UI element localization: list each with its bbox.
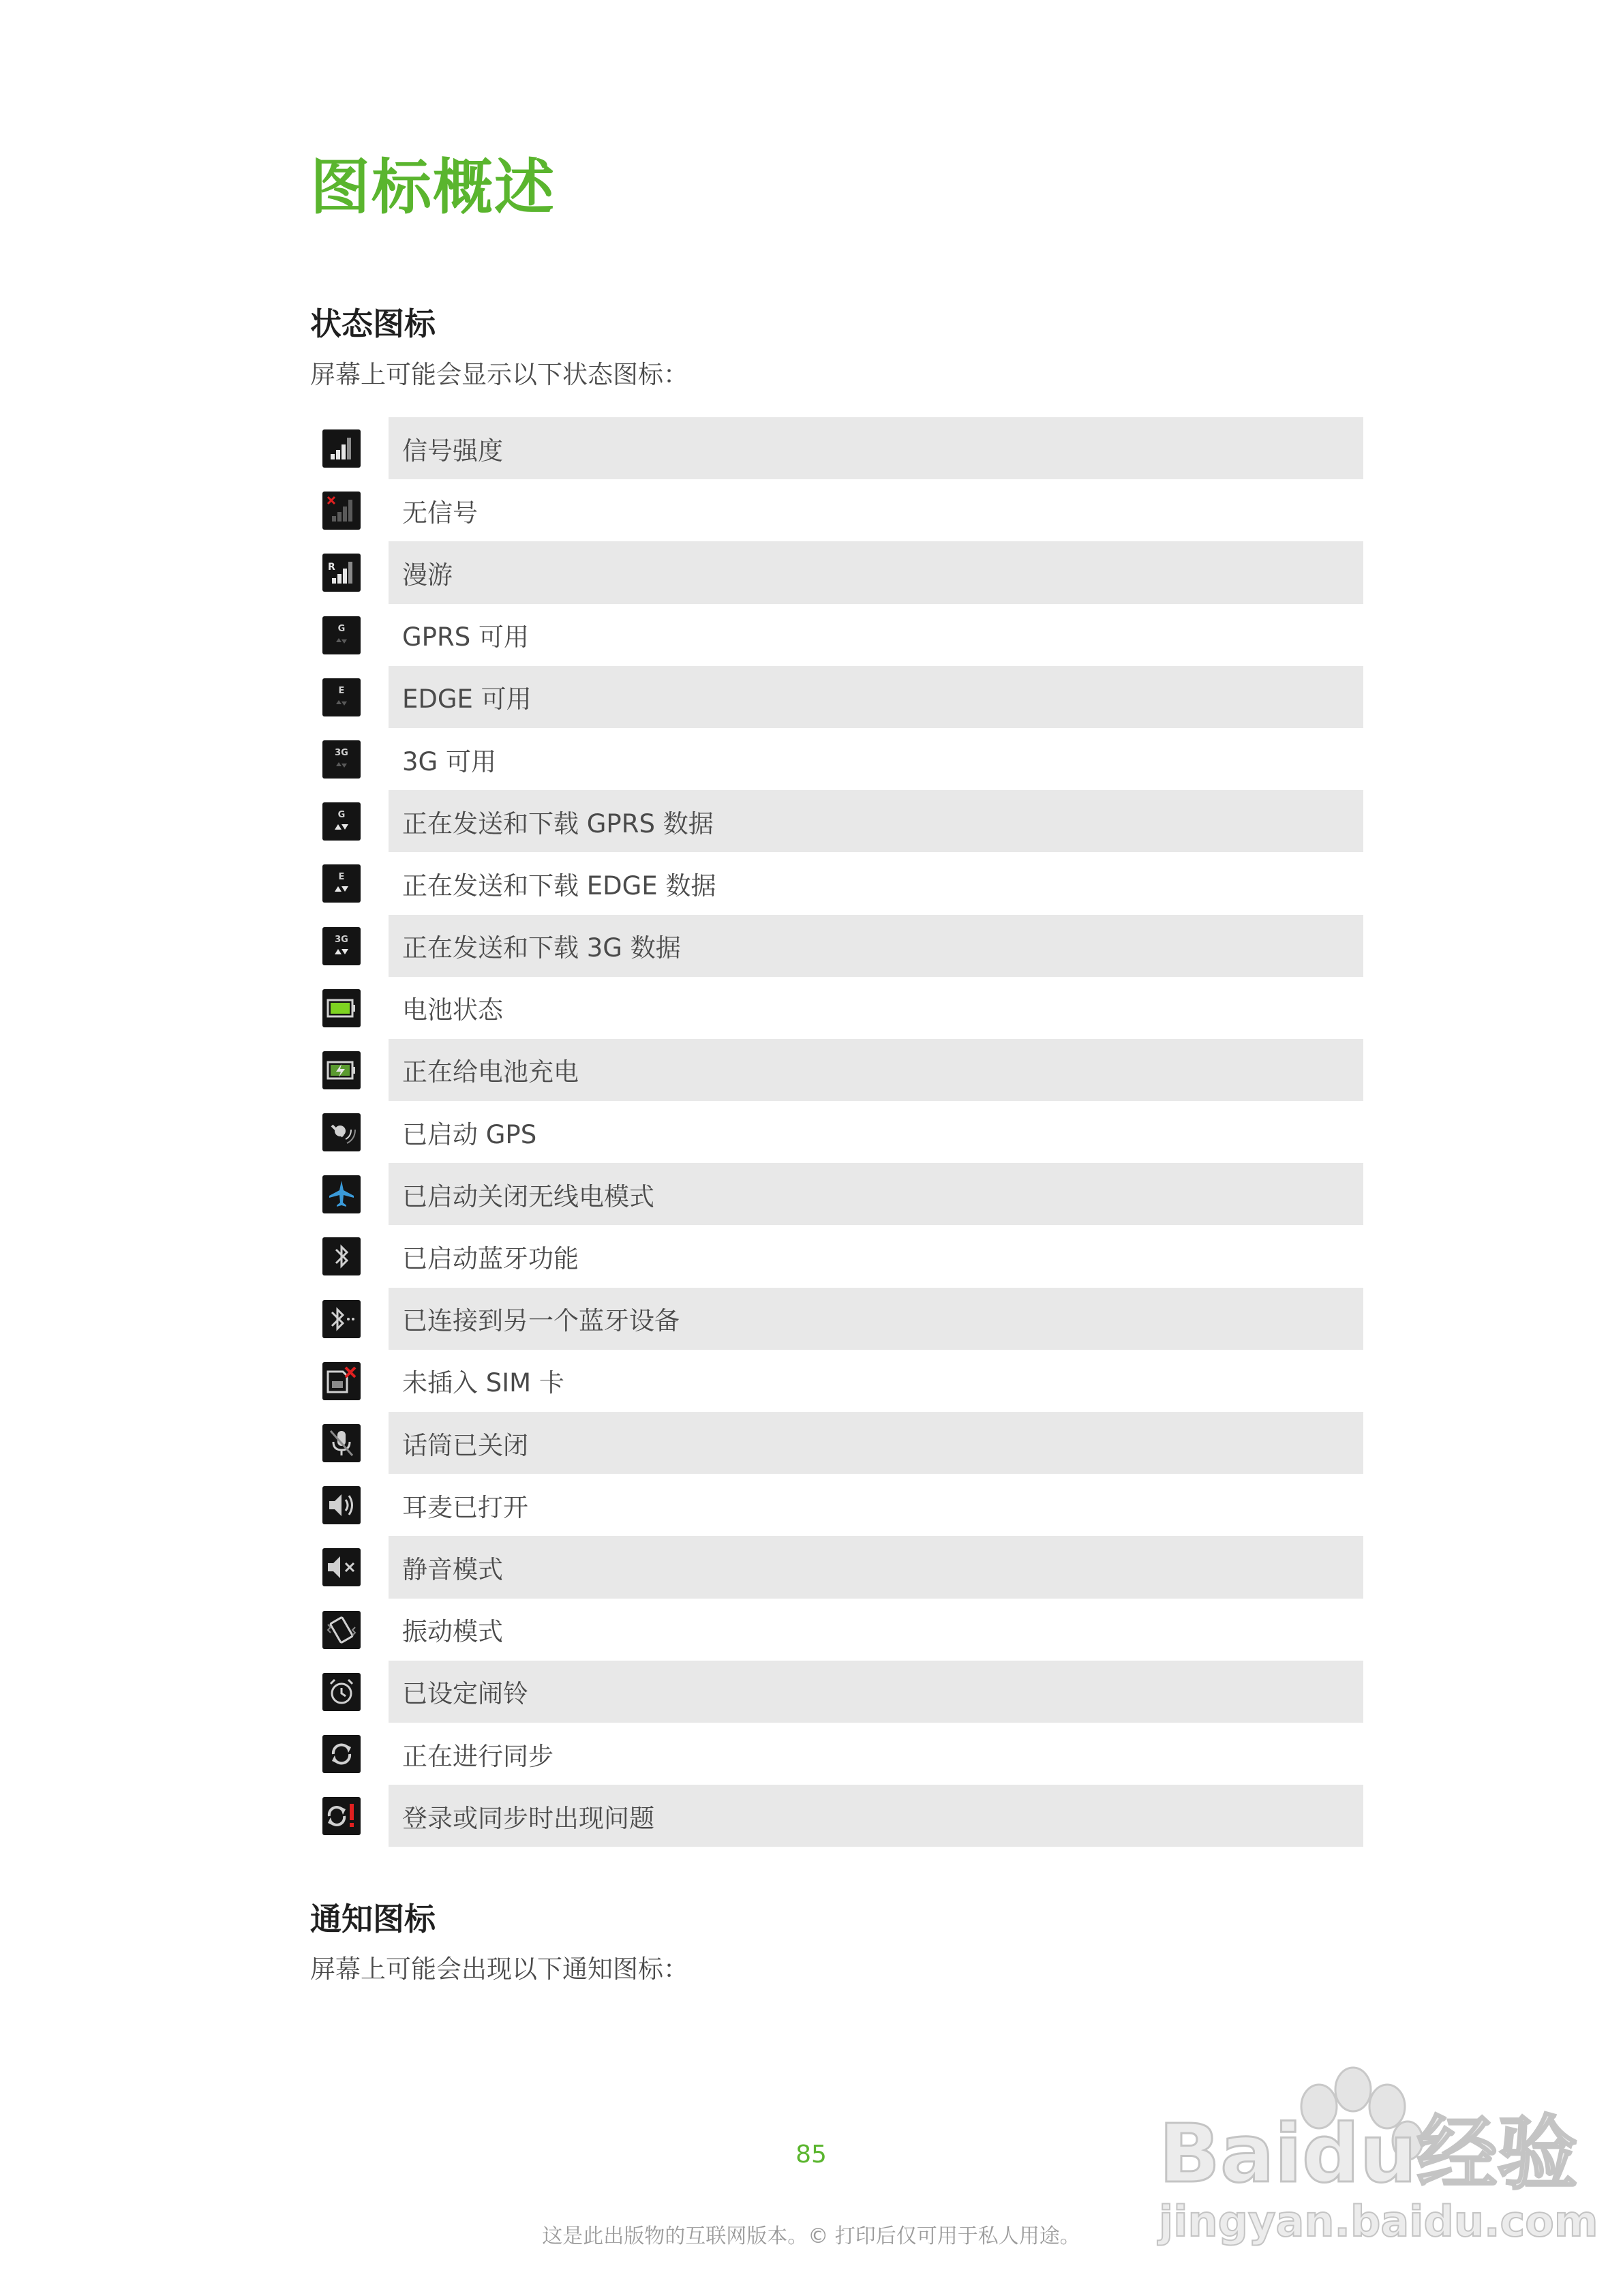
row-label: 已启动 GPS bbox=[402, 1119, 537, 1149]
page-title: 图标概述 bbox=[310, 152, 556, 222]
row-label: 已启动蓝牙功能 bbox=[402, 1244, 579, 1274]
table-row bbox=[310, 1785, 1363, 1847]
table-row bbox=[310, 1350, 1363, 1412]
row-label: 电池状态 bbox=[402, 995, 503, 1025]
row-label: 振动模式 bbox=[402, 1617, 503, 1647]
table-row bbox=[310, 479, 1363, 541]
edge-transfer-icon bbox=[322, 864, 361, 903]
svg-text:G: G bbox=[337, 810, 346, 821]
table-row bbox=[310, 1101, 1363, 1163]
watermark-brand-text: Baidu经验 bbox=[1159, 2106, 1578, 2201]
silent-mode-icon bbox=[322, 1548, 361, 1586]
table-row bbox=[310, 417, 1363, 479]
row-label: 漫游 bbox=[389, 541, 1363, 603]
row-label: 未插入 SIM 卡 bbox=[402, 1368, 564, 1398]
battery-charging-icon bbox=[322, 1051, 361, 1089]
table-row bbox=[310, 977, 1363, 1039]
svg-text:E: E bbox=[338, 872, 345, 883]
table-row bbox=[310, 790, 1363, 852]
status-icons-heading: 状态图标 bbox=[310, 305, 436, 342]
sync-icon bbox=[322, 1735, 361, 1773]
row-label: 已设定闹铃 bbox=[389, 1661, 1363, 1723]
table-row bbox=[310, 1599, 1363, 1661]
table-row bbox=[310, 728, 1363, 790]
table-row bbox=[310, 666, 1363, 728]
table-row bbox=[310, 1474, 1363, 1536]
bluetooth-connected-icon bbox=[322, 1300, 361, 1338]
row-label: 正在给电池充电 bbox=[389, 1039, 1363, 1101]
row-label: 正在发送和下载 3G 数据 bbox=[389, 915, 1363, 977]
watermark-url-text: jingyan.baidu.com bbox=[1159, 2196, 1598, 2246]
speaker-on-icon bbox=[322, 1486, 361, 1524]
notification-icons-intro: 屏幕上可能会出现以下通知图标： bbox=[310, 1954, 688, 1984]
sync-error-icon bbox=[322, 1797, 361, 1835]
row-label: 正在进行同步 bbox=[402, 1741, 553, 1771]
row-label: 3G 可用 bbox=[402, 746, 496, 776]
alarm-icon bbox=[322, 1673, 361, 1711]
gprs-transfer-icon bbox=[322, 802, 361, 841]
svg-text:3G: 3G bbox=[335, 747, 348, 758]
table-row bbox=[310, 1163, 1363, 1225]
table-row bbox=[310, 1412, 1363, 1474]
3g-icon bbox=[322, 740, 361, 779]
vibrate-mode-icon bbox=[322, 1611, 361, 1649]
gps-icon bbox=[322, 1113, 361, 1151]
baidu-jingyan-watermark bbox=[1145, 2052, 1598, 2250]
roaming-icon bbox=[322, 554, 361, 592]
signal-strength-icon bbox=[322, 429, 361, 468]
table-row bbox=[310, 541, 1363, 603]
row-label: 已连接到另一个蓝牙设备 bbox=[389, 1288, 1363, 1350]
notification-icons-heading: 通知图标 bbox=[310, 1901, 436, 1937]
table-row bbox=[310, 1039, 1363, 1101]
table-row bbox=[310, 604, 1363, 666]
status-icons-intro: 屏幕上可能会显示以下状态图标： bbox=[310, 360, 688, 389]
row-label: 正在发送和下载 EDGE 数据 bbox=[402, 871, 716, 901]
table-row bbox=[310, 1536, 1363, 1598]
row-label: 无信号 bbox=[402, 498, 478, 528]
row-label: 话筒已关闭 bbox=[389, 1412, 1363, 1474]
table-row bbox=[310, 852, 1363, 914]
table-row bbox=[310, 1225, 1363, 1287]
airplane-mode-icon bbox=[322, 1175, 361, 1213]
footer-note: 这是此出版物的互联网版本。© 打印后仅可用于私人用途。 bbox=[542, 2224, 1080, 2248]
svg-text:3G: 3G bbox=[335, 934, 348, 945]
svg-text:E: E bbox=[338, 685, 345, 696]
mic-muted-icon bbox=[322, 1424, 361, 1462]
table-row bbox=[310, 915, 1363, 977]
row-label: EDGE 可用 bbox=[389, 666, 1363, 728]
row-label: 耳麦已打开 bbox=[402, 1492, 528, 1522]
row-label: 静音模式 bbox=[389, 1536, 1363, 1598]
row-label: 信号强度 bbox=[389, 417, 1363, 479]
gprs-icon bbox=[322, 616, 361, 654]
page-number: 85 bbox=[795, 2141, 827, 2169]
edge-icon bbox=[322, 678, 361, 716]
table-row bbox=[310, 1288, 1363, 1350]
svg-text:R: R bbox=[328, 562, 335, 573]
row-label: GPRS 可用 bbox=[402, 622, 529, 652]
battery-icon bbox=[322, 989, 361, 1027]
no-sim-icon bbox=[322, 1362, 361, 1400]
table-row bbox=[310, 1661, 1363, 1723]
row-label: 登录或同步时出现问题 bbox=[389, 1785, 1363, 1847]
svg-text:G: G bbox=[337, 623, 346, 634]
table-row bbox=[310, 1723, 1363, 1785]
3g-transfer-icon bbox=[322, 927, 361, 965]
row-label: 已启动关闭无线电模式 bbox=[389, 1163, 1363, 1225]
no-signal-icon bbox=[322, 492, 361, 530]
status-icons-table bbox=[310, 417, 1363, 1847]
bluetooth-icon bbox=[322, 1237, 361, 1275]
row-label: 正在发送和下载 GPRS 数据 bbox=[389, 790, 1363, 852]
